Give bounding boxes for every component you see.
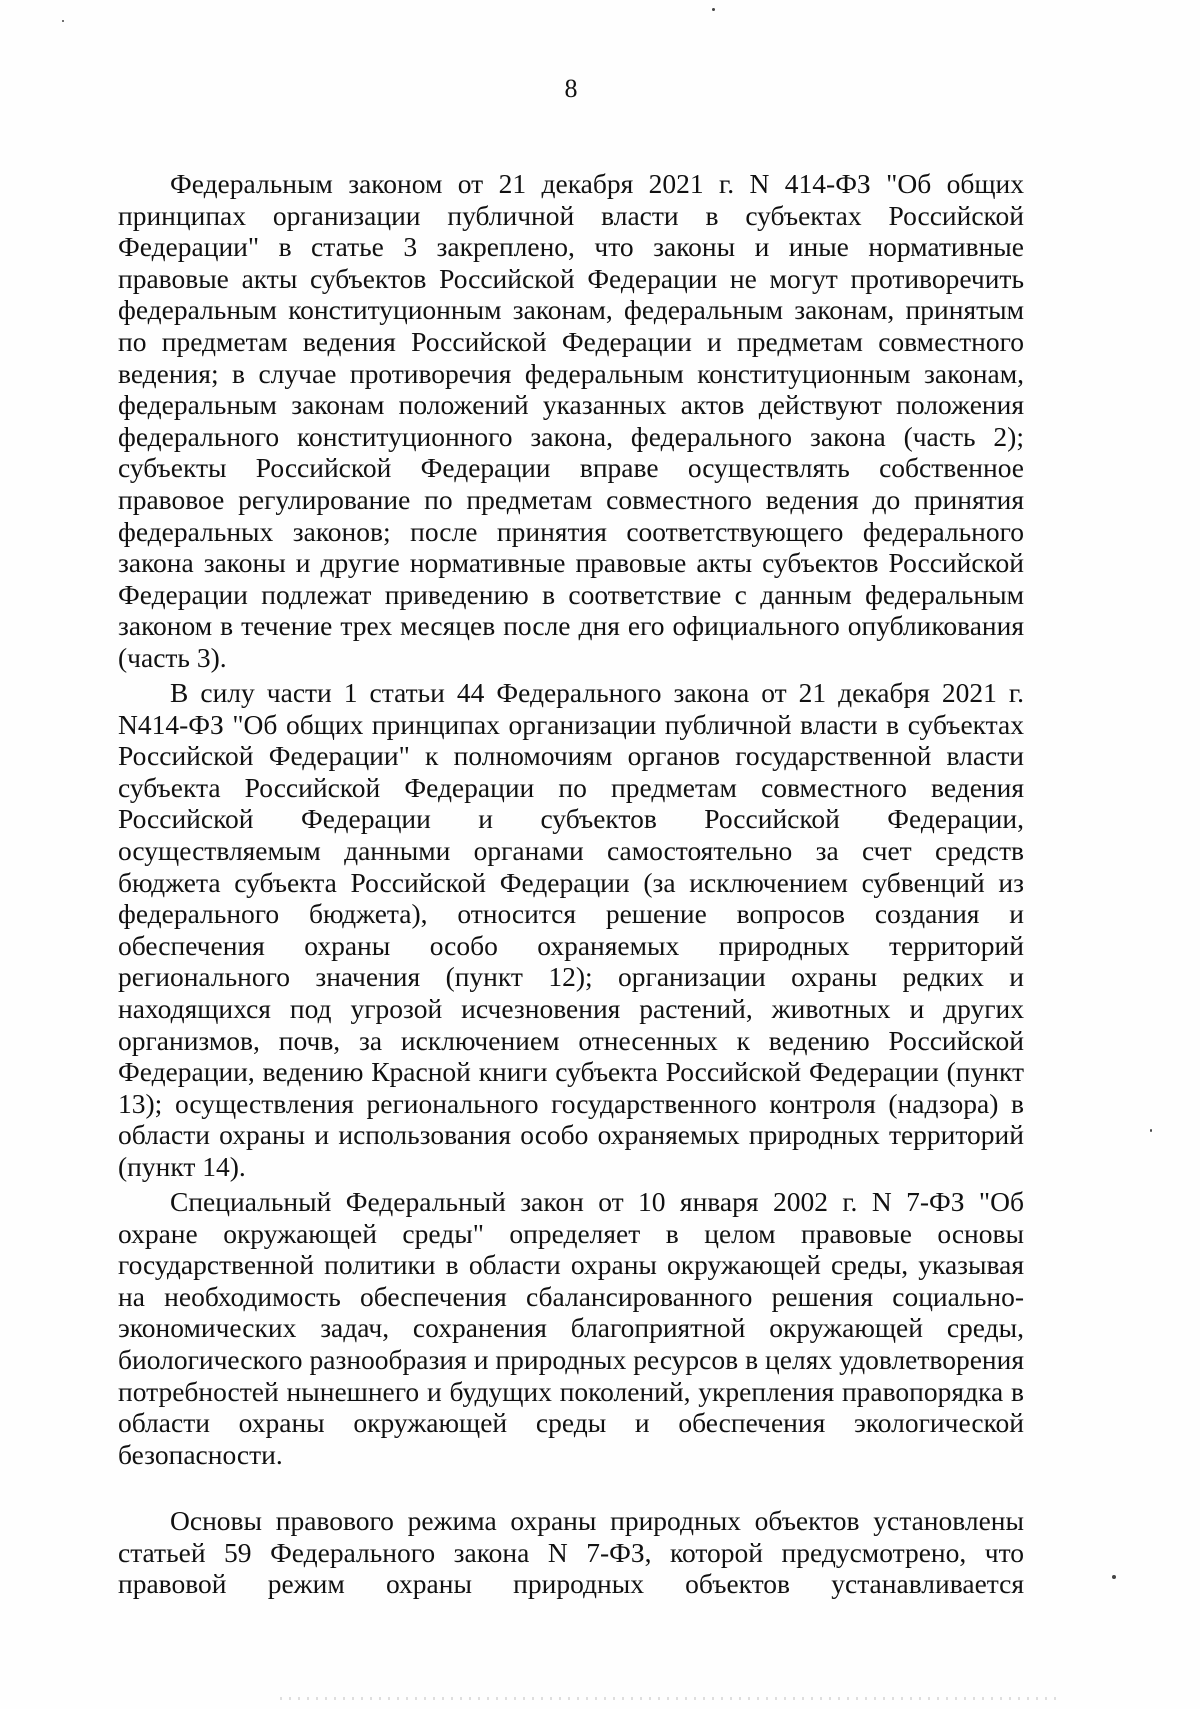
scan-edge-noise [280,1697,1060,1700]
scan-speck [712,8,715,11]
scan-speck [1112,1575,1116,1579]
page-number: 8 [564,74,578,103]
paragraph: Основы правового режима охраны природных объектов установлены статьей 59 Федерального закона N 7-ФЗ, которой предусмотрено, что правовой режим охраны природных объектов устанавливается [118,1505,1024,1600]
paragraph-block-3 [118,1186,1024,1470]
scan-speck [1150,1129,1152,1132]
paragraph: Федеральным законом от 21 декабря 2021 г. N 414-ФЗ "Об общих принципах организации публичной власти в субъектах Российской Федерации" в статье 3 закреплено, что законы и иные нормативные правовые акты субъектов Российской Федерации не могут противоречить федеральным конституционным законам, федеральным законам, принятым по предметам ведения Российской Федерации и предметам совместного ведения; в случае противоречия федеральным конституционным законам, федеральным законам положений указанных актов действуют положения федерального конституционного закона, федерального закона (часть 2); субъекты Российской Федерации вправе осуществлять собственное правовое регулирование по предметам совместного ведения до принятия федеральных законов; после принятия соответствующего федерального закона законы и другие нормативные правовые акты субъектов Российской Федерации подлежат приведению в соответствие с данным федеральным законом в течение трех месяцев после дня его официального опубликования (часть 3). [118,168,1024,673]
paragraph-block-4 [118,1505,1024,1600]
paragraph: В силу части 1 статьи 44 Федерального закона от 21 декабря 2021 г. N414-ФЗ "Об общих принципах организации публичной власти в субъектах Российской Федерации" к полномочиям органов государственной власти субъекта Российской Федерации по предметам совместного ведения Российской Федерации и субъектов Российской Федерации, осуществляемым данными органами самостоятельно за счет средств бюджета субъекта Российской Федерации (за исключением субвенций из федерального бюджета), относится решение вопросов создания и обеспечения охраны особо охраняемых природных территорий регионального значения (пункт 12); организации охраны редких и находящихся под угрозой исчезновения растений, животных и других организмов, почв, за исключением отнесенных к ведению Российской Федерации, ведению Красной книги субъекта Российской Федерации (пункт 13); осуществления регионального государственного контроля (надзора) в области охраны и использования особо охраняемых природных территорий (пункт 14). [118,677,1024,1182]
paragraph: Специальный Федеральный закон от 10 января 2002 г. N 7-ФЗ "Об охране окружающей среды" определяет в целом правовые основы государственной политики в области охраны окружающей среды, указывая на необходимость обеспечения сбалансированного решения социально-экономических задач, сохранения благоприятной окружающей среды, биологического разнообразия и природных ресурсов в целях удовлетворения потребностей нынешнего и будущих поколений, укрепления правопорядка в области охраны окружающей среды и обеспечения экологической безопасности. [118,1186,1024,1470]
paragraph-block-2 [118,677,1024,1183]
paragraph-block-1 [118,168,1024,674]
scan-speck [62,20,64,22]
